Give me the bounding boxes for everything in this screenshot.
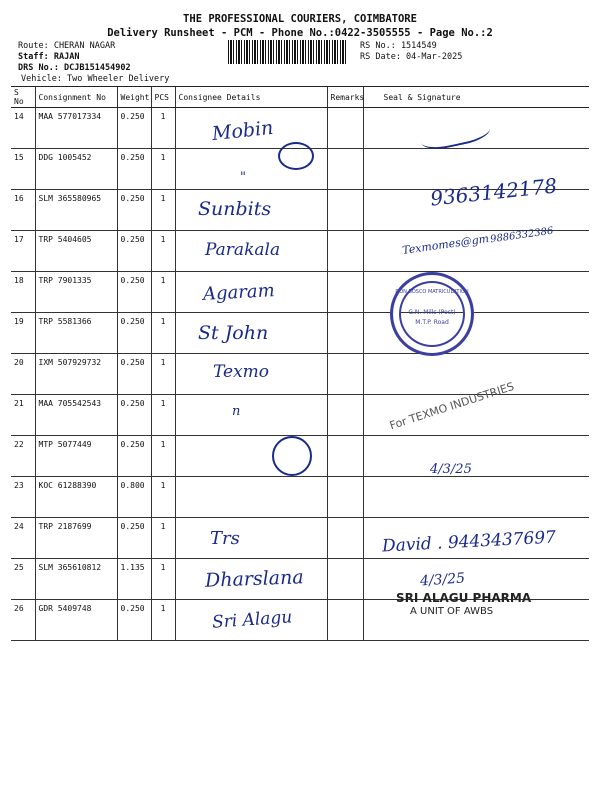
cell-pcs: 1 xyxy=(151,395,175,436)
staff xyxy=(18,52,79,62)
handwritten-name-18: Agaram xyxy=(202,280,276,305)
staff-label: Staff: xyxy=(18,52,49,62)
cell-sno: 20 xyxy=(11,354,35,395)
barcode xyxy=(228,40,346,64)
cell-weight: 0.250 xyxy=(117,231,151,272)
cell-weight: 1.135 xyxy=(117,559,151,600)
cell-consignment-no: MAA 577017334 xyxy=(35,108,117,149)
cell-pcs: 1 xyxy=(151,477,175,518)
cell-sno: 22 xyxy=(11,436,35,477)
handwritten-date: 4/3/25 xyxy=(430,462,472,477)
cell-consignment-no: SLM 365610812 xyxy=(35,559,117,600)
table-header-row xyxy=(11,87,589,108)
handwritten-name-16: Sunbits xyxy=(198,198,272,220)
table-row xyxy=(11,272,589,313)
cell-consignment-no: TRP 2187699 xyxy=(35,518,117,559)
col-consignee: Consignee Details xyxy=(175,87,327,108)
table-row xyxy=(11,600,589,641)
handwritten-date-2: 4/3/25 xyxy=(419,570,466,590)
cell-consignee-details xyxy=(175,477,327,518)
runsheet-subtitle: Delivery Runsheet - PCM - Phone No.:0422-3505555 - Page No.:2 xyxy=(107,27,493,39)
route: Route: CHERAN NAGAR xyxy=(18,41,116,51)
seal-mid-text: G.N. Mills (Post) xyxy=(408,309,456,316)
cell-consignment-no: MTP 5077449 xyxy=(35,436,117,477)
cell-remarks xyxy=(327,108,363,149)
cell-weight: 0.250 xyxy=(117,395,151,436)
cell-remarks xyxy=(327,149,363,190)
drs-number: DRS No.: DCJB151454902 xyxy=(18,63,131,73)
handwritten-phone-1: 9363142178 xyxy=(429,173,559,211)
cell-sno: 14 xyxy=(11,108,35,149)
handwritten-david: David . 9443437697 xyxy=(381,527,557,557)
cell-consignment-no: SLM 365580965 xyxy=(35,190,117,231)
cell-pcs: 1 xyxy=(151,600,175,641)
scribble-22 xyxy=(272,436,312,476)
col-pcs: PCS xyxy=(151,87,175,108)
cell-sno: 19 xyxy=(11,313,35,354)
vehicle: Vehicle: Two Wheeler Delivery xyxy=(21,74,170,84)
cell-sno: 26 xyxy=(11,600,35,641)
cell-remarks xyxy=(327,190,363,231)
cell-weight: 0.250 xyxy=(117,354,151,395)
cell-pcs: 1 xyxy=(151,518,175,559)
cell-consignment-no: KOC 61288390 xyxy=(35,477,117,518)
cell-weight: 0.250 xyxy=(117,313,151,354)
table-row xyxy=(11,313,589,354)
col-signature: Seal & Signature xyxy=(363,87,589,108)
col-sno: S No xyxy=(11,87,35,108)
cell-remarks xyxy=(327,354,363,395)
handwritten-name-24: Trs xyxy=(210,528,240,549)
texmo-stamp: For TEXMO INDUSTRIES xyxy=(388,379,516,433)
cell-pcs: 1 xyxy=(151,231,175,272)
cell-pcs: 1 xyxy=(151,559,175,600)
staff-name: RAJAN xyxy=(53,52,80,62)
handwritten-email: Texmomes@gm xyxy=(401,231,490,258)
col-remarks: Remarks xyxy=(327,87,363,108)
cell-consignment-no: TRP 7901335 xyxy=(35,272,117,313)
handwritten-name-26: Sri Alagu xyxy=(211,607,293,633)
seal-top-text: DON BOSCO MATRICULATION xyxy=(395,289,469,295)
cell-remarks xyxy=(327,559,363,600)
col-weight: Weight xyxy=(117,87,151,108)
cell-pcs: 1 xyxy=(151,313,175,354)
alagu-stamp-name: SRI ALAGU PHARMA xyxy=(396,591,532,605)
cell-consignment-no: IXM 507929732 xyxy=(35,354,117,395)
cell-pcs: 1 xyxy=(151,354,175,395)
cell-remarks xyxy=(327,477,363,518)
cell-remarks xyxy=(327,272,363,313)
table-row xyxy=(11,477,589,518)
cell-signature xyxy=(363,436,589,477)
school-seal xyxy=(390,272,474,356)
cell-weight: 0.250 xyxy=(117,600,151,641)
cell-weight: 0.250 xyxy=(117,108,151,149)
cell-sno: 25 xyxy=(11,559,35,600)
cell-consignment-no: DDG 1005452 xyxy=(35,149,117,190)
handwritten-ditto-21: n xyxy=(232,404,241,419)
cell-weight: 0.800 xyxy=(117,477,151,518)
cell-weight: 0.250 xyxy=(117,149,151,190)
cell-consignment-no: MAA 705542543 xyxy=(35,395,117,436)
handwritten-name-19: St John xyxy=(198,322,269,344)
cell-sno: 21 xyxy=(11,395,35,436)
handwritten-name-20: Texmo xyxy=(213,362,270,382)
cell-pcs: 1 xyxy=(151,190,175,231)
cell-sno: 16 xyxy=(11,190,35,231)
cell-pcs: 1 xyxy=(151,149,175,190)
company-title: THE PROFESSIONAL COURIERS, COIMBATORE xyxy=(183,13,417,25)
cell-pcs: 1 xyxy=(151,436,175,477)
cell-sno: 24 xyxy=(11,518,35,559)
cell-weight: 0.250 xyxy=(117,436,151,477)
rs-date: RS Date: 04-Mar-2025 xyxy=(360,52,463,62)
alagu-stamp-sub: A UNIT OF AWBS xyxy=(410,606,494,617)
table-row xyxy=(11,395,589,436)
cell-weight: 0.250 xyxy=(117,518,151,559)
cell-pcs: 1 xyxy=(151,272,175,313)
cell-weight: 0.250 xyxy=(117,190,151,231)
cell-remarks xyxy=(327,395,363,436)
cell-signature xyxy=(363,354,589,395)
cell-sno: 18 xyxy=(11,272,35,313)
cell-sno: 15 xyxy=(11,149,35,190)
cell-remarks xyxy=(327,436,363,477)
handwritten-name-17: Parakala xyxy=(205,240,281,260)
cell-remarks xyxy=(327,231,363,272)
cell-remarks xyxy=(327,313,363,354)
handwritten-name-14: Mobin xyxy=(211,116,275,146)
cell-remarks xyxy=(327,518,363,559)
col-consignment: Consignment No xyxy=(35,87,117,108)
rs-number: RS No.: 1514549 xyxy=(360,41,437,51)
cell-sno: 23 xyxy=(11,477,35,518)
handwritten-name-25: Dharslana xyxy=(204,566,304,592)
cell-consignment-no: TRP 5581366 xyxy=(35,313,117,354)
signature-circle-15 xyxy=(278,142,314,170)
cell-remarks xyxy=(327,600,363,641)
cell-pcs: 1 xyxy=(151,108,175,149)
cell-sno: 17 xyxy=(11,231,35,272)
cell-consignee-details xyxy=(175,395,327,436)
seal-bot-text: M.T.P. Road xyxy=(415,319,449,326)
handwritten-ditto-15: " xyxy=(240,170,246,185)
cell-consignment-no: GDR 5409748 xyxy=(35,600,117,641)
cell-consignee-details xyxy=(175,518,327,559)
handwritten-phone-2: 9886332386 xyxy=(489,225,555,246)
cell-weight: 0.250 xyxy=(117,272,151,313)
cell-signature xyxy=(363,477,589,518)
cell-consignment-no: TRP 5404605 xyxy=(35,231,117,272)
